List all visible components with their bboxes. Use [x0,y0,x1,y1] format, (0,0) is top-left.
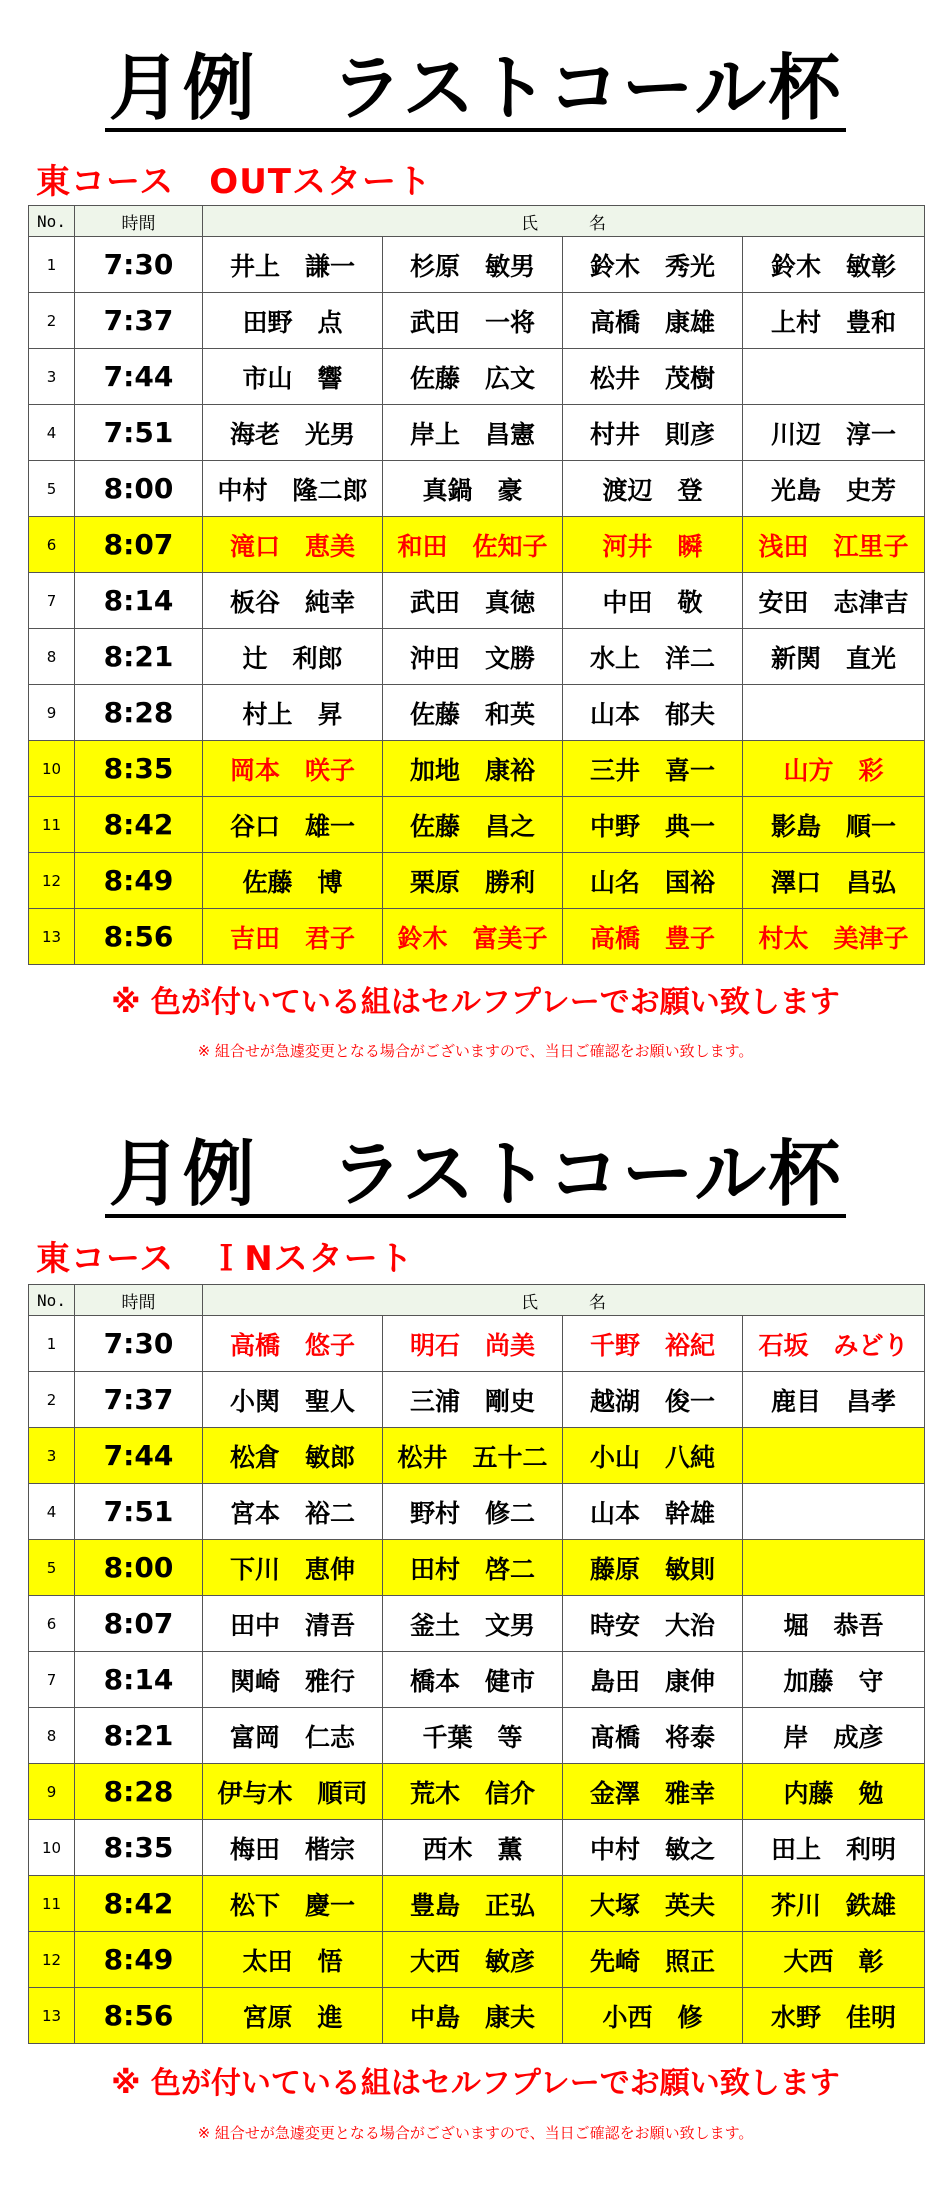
table-row [29,405,925,461]
player-name: 高橋 豊子 [563,909,743,965]
player-name: 水野 佳明 [743,1988,925,2044]
player-name: 鈴木 敏彰 [743,237,925,293]
player-name: 松倉 敏郎 [203,1428,383,1484]
header-name: 氏 名 [203,1285,925,1316]
player-name: 橋本 健市 [383,1652,563,1708]
tee-time: 8:35 [75,741,203,797]
row-number: 11 [29,797,75,853]
row-number: 8 [29,1708,75,1764]
table-row [29,1932,925,1988]
table-row [29,1988,925,2044]
player-name: 高橋 悠子 [203,1316,383,1372]
player-name: 中村 敏之 [563,1820,743,1876]
table-row [29,1316,925,1372]
player-name: 村上 昇 [203,685,383,741]
row-number: 10 [29,1820,75,1876]
table-row [29,349,925,405]
player-name: 佐藤 昌之 [383,797,563,853]
player-name: 千葉 等 [383,1708,563,1764]
player-name: 中島 康夫 [383,1988,563,2044]
tee-time: 8:49 [75,853,203,909]
tee-time: 8:28 [75,685,203,741]
player-name: 杉原 敏男 [383,237,563,293]
player-name: 中野 典一 [563,797,743,853]
player-name: 明石 尚美 [383,1316,563,1372]
player-name: 藤原 敏則 [563,1540,743,1596]
player-name: 堀 恭吾 [743,1596,925,1652]
player-name: 中田 敬 [563,573,743,629]
player-name: 川辺 淳一 [743,405,925,461]
table-row [29,1540,925,1596]
tee-time: 7:37 [75,293,203,349]
pairing-table [28,205,925,965]
player-name: 高橋 康雄 [563,293,743,349]
player-name: 山方 彩 [743,741,925,797]
tee-time: 8:56 [75,909,203,965]
header-time: 時間 [75,206,203,237]
tee-time: 7:30 [75,1316,203,1372]
row-number: 4 [29,1484,75,1540]
player-name: 上村 豊和 [743,293,925,349]
table-row [29,1372,925,1428]
table-row [29,1484,925,1540]
tee-time: 8:56 [75,1988,203,2044]
player-name: 岸上 昌憲 [383,405,563,461]
row-number: 13 [29,1988,75,2044]
player-name: 市山 響 [203,349,383,405]
player-name: 鈴木 富美子 [383,909,563,965]
row-number: 1 [29,237,75,293]
player-name: 中村 隆二郎 [203,461,383,517]
player-name: 岡本 咲子 [203,741,383,797]
player-name: 鹿目 昌孝 [743,1372,925,1428]
table-header-row [29,206,925,237]
row-number: 5 [29,1540,75,1596]
player-name: 鈴木 秀光 [563,237,743,293]
schedule-section-out [0,0,951,1090]
change-notice: ※ 組合せが急遽変更となる場合がございますので、当日ご確認をお願い致します。 [197,1042,754,1060]
player-name: 石坂 みどり [743,1316,925,1372]
row-number: 7 [29,573,75,629]
table-row [29,797,925,853]
player-name: 伊与木 順司 [203,1764,383,1820]
player-name: 滝口 恵美 [203,517,383,573]
player-name: 大塚 英夫 [563,1876,743,1932]
table-row [29,293,925,349]
table-row [29,1652,925,1708]
tee-time: 8:07 [75,517,203,573]
tee-time: 8:00 [75,1540,203,1596]
player-name: 武田 一将 [383,293,563,349]
row-number: 13 [29,909,75,965]
course-label: 東コース OUTスタート [36,162,433,202]
player-name: 岸 成彦 [743,1708,925,1764]
player-name: 河井 瞬 [563,517,743,573]
player-name: 太田 悟 [203,1932,383,1988]
table-row [29,685,925,741]
player-name: 佐藤 和英 [383,685,563,741]
player-name: 宮本 裕二 [203,1484,383,1540]
player-name: 越湖 俊一 [563,1372,743,1428]
table-row [29,629,925,685]
tee-time: 7:37 [75,1372,203,1428]
player-name [743,685,925,741]
tee-time: 8:21 [75,1708,203,1764]
row-number: 11 [29,1876,75,1932]
table-row [29,1428,925,1484]
table-row [29,1876,925,1932]
row-number: 9 [29,685,75,741]
player-name: 板谷 純幸 [203,573,383,629]
player-name: 梅田 楷宗 [203,1820,383,1876]
table-body [29,1316,925,2044]
table-body [29,237,925,965]
row-number: 6 [29,1596,75,1652]
player-name: 加地 康裕 [383,741,563,797]
player-name: 宮原 進 [203,1988,383,2044]
player-name: 村太 美津子 [743,909,925,965]
pairing-table [28,1284,925,2044]
player-name: 佐藤 博 [203,853,383,909]
tee-time: 8:35 [75,1820,203,1876]
player-name: 安田 志津吉 [743,573,925,629]
player-name: 小関 聖人 [203,1372,383,1428]
schedule-section-in [0,1090,951,2193]
table-row [29,573,925,629]
player-name: 荒木 信介 [383,1764,563,1820]
player-name: 光島 史芳 [743,461,925,517]
player-name [743,349,925,405]
player-name: 下川 恵伸 [203,1540,383,1596]
row-number: 2 [29,1372,75,1428]
player-name: 豊島 正弘 [383,1876,563,1932]
tee-time: 8:28 [75,1764,203,1820]
player-name: 吉田 君子 [203,909,383,965]
player-name: 時安 大治 [563,1596,743,1652]
tee-time: 8:42 [75,797,203,853]
row-number: 3 [29,349,75,405]
player-name: 先崎 照正 [563,1932,743,1988]
header-no: No. [29,1285,75,1316]
row-number: 12 [29,853,75,909]
player-name: 谷口 雄一 [203,797,383,853]
header-no: No. [29,206,75,237]
row-number: 7 [29,1652,75,1708]
player-name: 松井 茂樹 [563,349,743,405]
player-name: 釜土 文男 [383,1596,563,1652]
header-name: 氏 名 [203,206,925,237]
row-number: 4 [29,405,75,461]
player-name: 田中 清吾 [203,1596,383,1652]
row-number: 3 [29,1428,75,1484]
player-name: 山名 国裕 [563,853,743,909]
player-name: 真鍋 豪 [383,461,563,517]
player-name [743,1484,925,1540]
player-name: 浅田 江里子 [743,517,925,573]
page-title: 月例 ラストコール杯 [105,48,847,132]
player-name: 武田 真徳 [383,573,563,629]
player-name: 関崎 雅行 [203,1652,383,1708]
player-name: 栗原 勝利 [383,853,563,909]
tee-time: 8:42 [75,1876,203,1932]
player-name: 内藤 勉 [743,1764,925,1820]
row-number: 8 [29,629,75,685]
player-name: 芥川 鉄雄 [743,1876,925,1932]
tee-time: 8:14 [75,573,203,629]
player-name: 金澤 雅幸 [563,1764,743,1820]
table-row [29,237,925,293]
table-row [29,909,925,965]
row-number: 1 [29,1316,75,1372]
title-wrap [0,1134,951,1218]
self-play-notice: ※ 色が付いている組はセルフプレーでお願い致します [111,985,840,1020]
row-number: 10 [29,741,75,797]
row-number: 9 [29,1764,75,1820]
player-name: 渡辺 登 [563,461,743,517]
table-header-row [29,1285,925,1316]
table-row [29,517,925,573]
player-name: 千野 裕紀 [563,1316,743,1372]
player-name: 山本 幹雄 [563,1484,743,1540]
page-title: 月例 ラストコール杯 [105,1134,847,1218]
player-name: 小山 八純 [563,1428,743,1484]
player-name: 佐藤 広文 [383,349,563,405]
table-row [29,1820,925,1876]
player-name: 澤口 昌弘 [743,853,925,909]
tee-time: 8:21 [75,629,203,685]
table-row [29,741,925,797]
tee-time: 8:14 [75,1652,203,1708]
tee-time: 8:07 [75,1596,203,1652]
player-name: 三井 喜一 [563,741,743,797]
row-number: 2 [29,293,75,349]
player-name: 髙橋 将泰 [563,1708,743,1764]
player-name: 松井 五十二 [383,1428,563,1484]
player-name: 田上 利明 [743,1820,925,1876]
table-row [29,853,925,909]
player-name: 影島 順一 [743,797,925,853]
tee-time: 8:00 [75,461,203,517]
tee-time: 7:51 [75,405,203,461]
row-number: 12 [29,1932,75,1988]
player-name: 和田 佐知子 [383,517,563,573]
player-name: 島田 康伸 [563,1652,743,1708]
player-name: 大西 敏彦 [383,1932,563,1988]
player-name: 野村 修二 [383,1484,563,1540]
tee-time: 7:44 [75,349,203,405]
player-name: 大西 彰 [743,1932,925,1988]
row-number: 5 [29,461,75,517]
tee-time: 7:51 [75,1484,203,1540]
change-notice: ※ 組合せが急遽変更となる場合がございますので、当日ご確認をお願い致します。 [197,2124,754,2142]
player-name: 松下 慶一 [203,1876,383,1932]
title-wrap [0,48,951,132]
player-name [743,1428,925,1484]
player-name: 田村 啓二 [383,1540,563,1596]
player-name: 海老 光男 [203,405,383,461]
player-name: 西木 薫 [383,1820,563,1876]
tee-time: 7:30 [75,237,203,293]
player-name: 小西 修 [563,1988,743,2044]
player-name: 新関 直光 [743,629,925,685]
player-name: 水上 洋二 [563,629,743,685]
player-name [743,1540,925,1596]
course-label: 東コース ＩNスタート [36,1239,414,1279]
row-number: 6 [29,517,75,573]
table-row [29,1708,925,1764]
player-name: 沖田 文勝 [383,629,563,685]
player-name: 田野 点 [203,293,383,349]
self-play-notice: ※ 色が付いている組はセルフプレーでお願い致します [111,2066,840,2101]
table-row [29,1764,925,1820]
player-name: 村井 則彦 [563,405,743,461]
player-name: 井上 謙一 [203,237,383,293]
table-row [29,1596,925,1652]
tee-time: 7:44 [75,1428,203,1484]
header-time: 時間 [75,1285,203,1316]
player-name: 三浦 剛史 [383,1372,563,1428]
player-name: 辻 利郎 [203,629,383,685]
table-row [29,461,925,517]
player-name: 富岡 仁志 [203,1708,383,1764]
tee-time: 8:49 [75,1932,203,1988]
player-name: 山本 郁夫 [563,685,743,741]
player-name: 加藤 守 [743,1652,925,1708]
